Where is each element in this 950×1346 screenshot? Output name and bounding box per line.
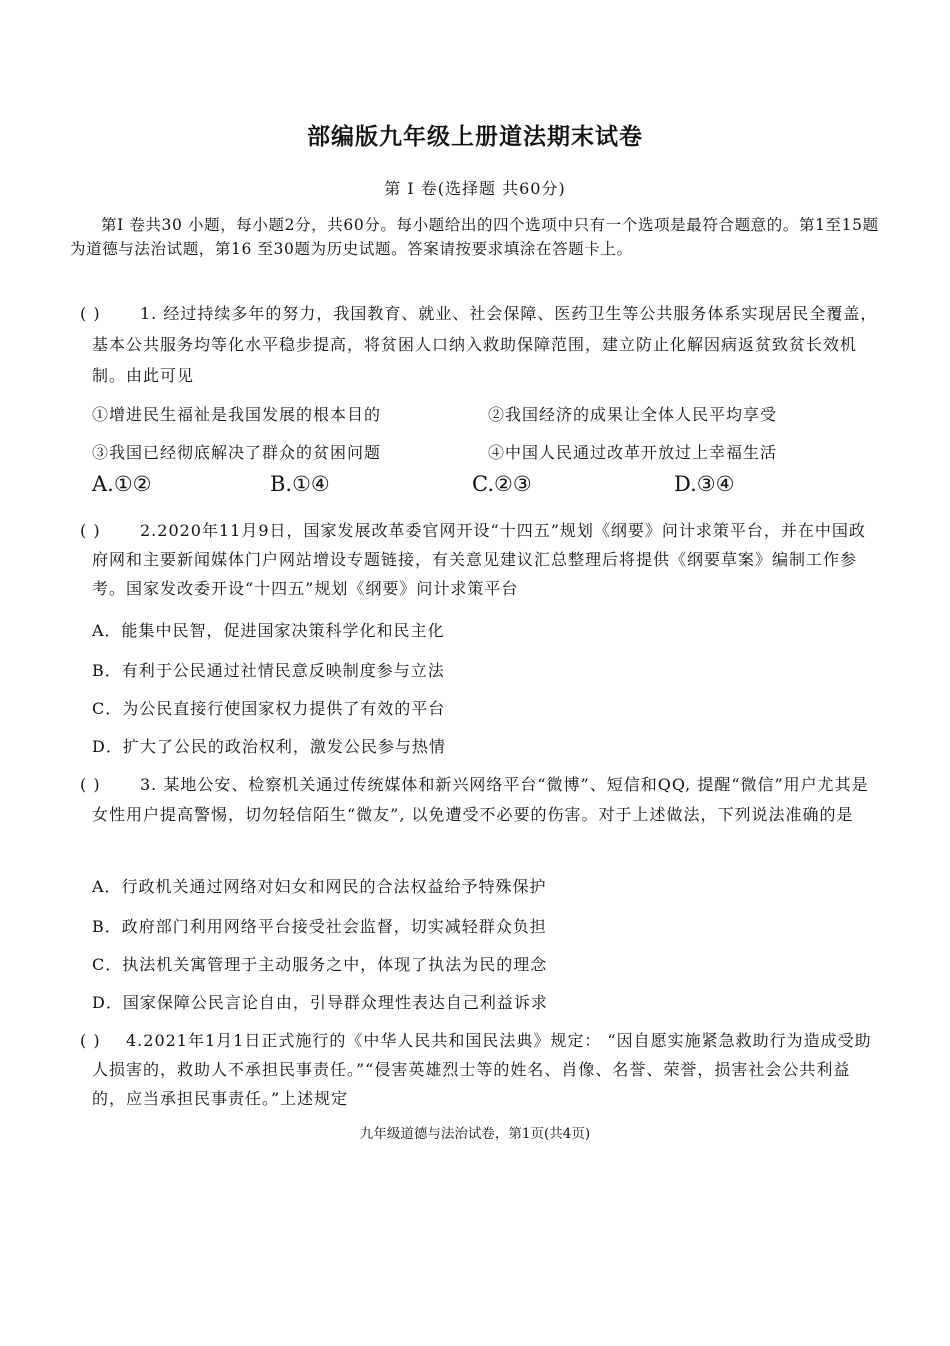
option-a[interactable]: A．能集中民智，促进国家决策科学化和民主化	[92, 621, 445, 640]
question-stem	[80, 1026, 880, 1113]
option-d[interactable]: D.③④	[674, 472, 735, 496]
statement-2: ②我国经济的成果让全体人民平均享受	[488, 405, 778, 424]
option-b[interactable]: B．有利于公民通过社情民意反映制度参与立法	[92, 661, 445, 680]
question-stem	[80, 516, 880, 603]
question-1	[80, 298, 880, 391]
answer-blank[interactable]: ( )	[80, 1031, 101, 1050]
statement-1: ①增进民生福祉是我国发展的根本目的	[92, 405, 382, 424]
question-3	[80, 770, 880, 830]
question-text: 3. 某地公安、检察机关通过传统媒体和新兴网络平台“微博”、短信和QQ, 提醒“微信”用户尤其是女性用户提高警惕，切勿轻信陌生“微友”, 以免遭受不必要的伤害。对于上述做法，下列说法准确的是	[92, 775, 869, 824]
option-c[interactable]: C．执法机关寓管理于主动服务之中，体现了执法为民的理念	[92, 955, 548, 974]
question-stem	[80, 770, 880, 830]
statement-3: ③我国已经彻底解决了群众的贫困问题	[92, 443, 382, 462]
statement-4: ④中国人民通过改革开放过上幸福生活	[488, 443, 778, 462]
option-b[interactable]: B.①④	[270, 472, 330, 496]
section-instructions: 第Ⅰ 卷共30 小题，每小题2分，共60分。每小题给出的四个选项中只有一个选项是最符合题意的。第1至15题为道德与法治试题，第16 至30题为历史试题。答案请按要求填涂在答题卡上。	[70, 216, 879, 258]
answer-blank[interactable]: ( )	[80, 775, 101, 794]
answer-blank[interactable]: ( )	[80, 521, 101, 540]
question-text: 4.2021年1月1日正式施行的《中华人民共和国民法典》规定： “因自愿实施紧急救助行为造成受助人损害的，救助人不承担民事责任。”“侵害英雄烈士等的姓名、肖像、名誉、荣誉，损害社会公共利益的，应当承担民事责任。”上述规定	[92, 1031, 872, 1108]
page-footer: 九年级道德与法治试卷，第1页(共4页)	[359, 1126, 591, 1142]
question-stem	[80, 298, 880, 391]
option-d[interactable]: D．国家保障公民言论自由，引导群众理性表达自己利益诉求	[92, 993, 548, 1012]
question-text: 1. 经过持续多年的努力，我国教育、就业、社会保障、医药卫生等公共服务体系实现居民全覆盖，基本公共服务均等化水平稳步提高，将贫困人口纳入救助保障范围，建立防止化解因病返贫致贫长效机制。由此可见	[92, 304, 878, 385]
page-title: 部编版九年级上册道法期末试卷	[307, 123, 643, 150]
option-b[interactable]: B．政府部门利用网络平台接受社会监督，切实减轻群众负担	[92, 917, 547, 936]
option-c[interactable]: C.②③	[472, 472, 532, 496]
question-2	[80, 516, 880, 603]
option-d[interactable]: D．扩大了公民的政治权利，激发公民参与热情	[92, 737, 446, 756]
question-4	[80, 1026, 880, 1113]
section-subtitle: 第 I 卷(选择题 共60分)	[384, 179, 566, 198]
option-a[interactable]: A.①②	[92, 472, 152, 496]
option-c[interactable]: C．为公民直接行使国家权力提供了有效的平台	[92, 699, 446, 718]
option-a[interactable]: A．行政机关通过网络对妇女和网民的合法权益给予特殊保护	[92, 877, 547, 896]
question-text: 2.2020年11月9日，国家发展改革委官网开设“十四五”规划《纲要》问计求策平台，并在中国政府网和主要新闻媒体门户网站增设专题链接，有关意见建议汇总整理后将提供《纲要草案》编制工作参考。国家发改委开设“十四五”规划《纲要》问计求策平台	[92, 521, 866, 598]
answer-blank[interactable]: ( )	[80, 304, 101, 323]
